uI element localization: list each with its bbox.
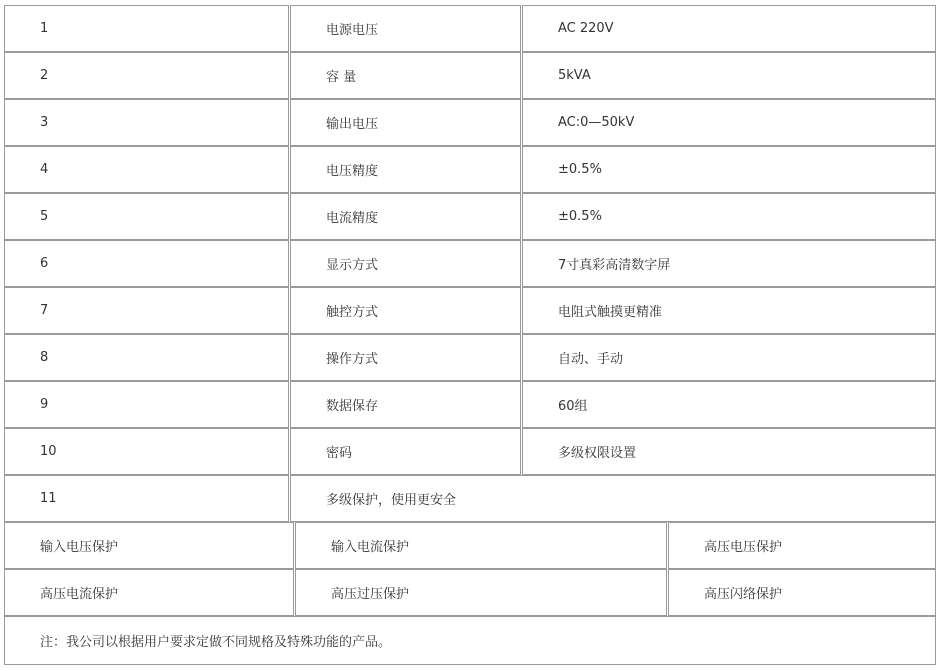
protection-item: 输入电流保护: [331, 540, 410, 555]
note-cell: [4, 616, 936, 665]
table-row-param-cell: [290, 428, 521, 475]
table-row-value-cell: [522, 334, 936, 381]
protection-item: 输入电压保护: [40, 540, 119, 555]
table-row-param-cell: [290, 287, 521, 334]
row-number: 9: [40, 397, 49, 412]
param-name: 数据保存: [326, 399, 379, 414]
row-number: 1: [40, 21, 49, 36]
table-row-no-cell: [4, 381, 289, 428]
table-row-value-cell: [522, 193, 936, 240]
table-row-param-cell: [290, 52, 521, 99]
row-number: 8: [40, 350, 49, 365]
table-row-no-cell: [4, 428, 289, 475]
table-row-value-cell: [522, 52, 936, 99]
param-value: 60组: [558, 399, 588, 414]
protection-item: 高压闪络保护: [704, 587, 783, 602]
param-value: 7寸真彩高清数字屏: [558, 258, 671, 273]
table-row-value-cell: [522, 240, 936, 287]
param-value: AC 220V: [558, 21, 614, 36]
table-row-param-cell: [290, 240, 521, 287]
param-value: ±0.5%: [558, 162, 602, 177]
protection-item-cell: [668, 522, 936, 569]
param-name: 输出电压: [326, 117, 379, 132]
param-name: 电流精度: [326, 211, 379, 226]
table-row-no-cell: [4, 99, 289, 146]
table-row-param-cell: [290, 99, 521, 146]
protection-item: 高压电流保护: [40, 587, 119, 602]
table-row-param-cell: [290, 334, 521, 381]
table-row-no-cell: [4, 287, 289, 334]
protection-item-cell: [4, 522, 294, 569]
param-name: 触控方式: [326, 305, 379, 320]
param-name: 容 量: [326, 70, 357, 85]
protection-item-cell: [668, 569, 936, 616]
protection-item: 高压电压保护: [704, 540, 783, 555]
param-value: 5kVA: [558, 68, 591, 83]
table-row-value-cell: [522, 99, 936, 146]
row-number: 10: [40, 444, 57, 459]
table-row-no-cell: [4, 52, 289, 99]
table-row-no-cell: [4, 5, 289, 52]
protection-item-cell: [295, 522, 667, 569]
table-row-param-cell: [290, 5, 521, 52]
param-name: 电源电压: [326, 23, 379, 38]
protection-item-cell: [4, 569, 294, 616]
row-number: 11: [40, 491, 57, 506]
param-value: AC:0—50kV: [558, 115, 635, 130]
row-number: 2: [40, 68, 49, 83]
row-number: 5: [40, 209, 49, 224]
param-value: ±0.5%: [558, 209, 602, 224]
table-row-no-cell: [4, 193, 289, 240]
param-name: 密码: [326, 446, 353, 461]
param-value: 多级权限设置: [558, 446, 637, 461]
table-row-value-cell: [522, 428, 936, 475]
row-number: 7: [40, 303, 49, 318]
protection-summary: 多级保护，使用更安全: [326, 493, 457, 508]
row-number: 6: [40, 256, 49, 271]
table-row-no-cell: [4, 240, 289, 287]
param-name: 电压精度: [326, 164, 379, 179]
table-row-value-cell: [522, 146, 936, 193]
table-row-no-cell: [4, 334, 289, 381]
protection-item-cell: [295, 569, 667, 616]
row-number: 3: [40, 115, 49, 130]
note-text: 注：我公司以根据用户要求定做不同规格及特殊功能的产品。: [40, 635, 392, 650]
table-row-param-cell: [290, 193, 521, 240]
param-value: 电阻式触摸更精准: [558, 305, 663, 320]
table-row-param-cell: [290, 146, 521, 193]
protection-summary-cell: [290, 475, 936, 522]
param-value: 自动、手动: [558, 352, 624, 367]
table-row-param-cell: [290, 381, 521, 428]
table-row-value-cell: [522, 287, 936, 334]
row-number: 4: [40, 162, 49, 177]
param-name: 显示方式: [326, 258, 379, 273]
protection-item: 高压过压保护: [331, 587, 410, 602]
table-row-value-cell: [522, 381, 936, 428]
param-name: 操作方式: [326, 352, 379, 367]
table-row-no-cell: [4, 146, 289, 193]
table-row-no-cell: [4, 475, 289, 522]
table-row-value-cell: [522, 5, 936, 52]
